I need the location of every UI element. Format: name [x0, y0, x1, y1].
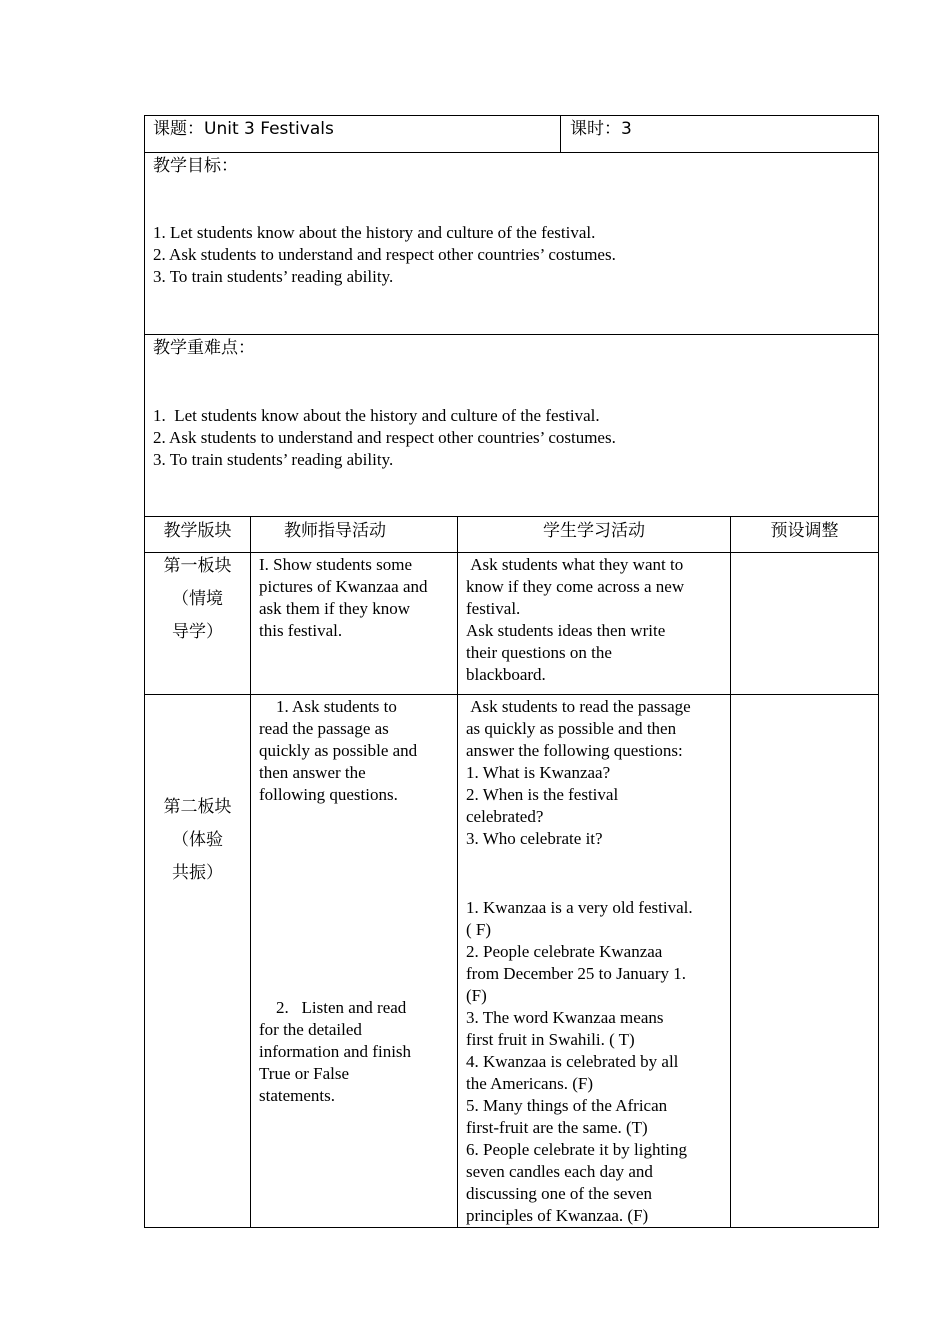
objectives-heading: 教学目标： — [153, 156, 238, 176]
column-header-student: 学生学习活动 — [543, 521, 645, 541]
objective-item: 3. To train students’ reading ability. — [153, 267, 394, 286]
key-point-item: 1. Let students know about the history and culture of the festival. — [153, 406, 600, 425]
objective-item: 1. Let students know about the history and culture of the festival. — [153, 223, 596, 242]
section1-student-activity: Ask students what they want to know if they come across a new festival. Ask students ideas then write their questions on the blackboard. — [466, 555, 685, 684]
lesson-topic: 课题：Unit 3 Festivals — [153, 119, 334, 139]
section1-teacher-activity: I. Show students some pictures of Kwanzaa and ask them if they know this festival. — [259, 555, 428, 640]
key-point-item: 3. To train students’ reading ability. — [153, 450, 394, 469]
column-header-section: 教学版块 — [163, 521, 232, 541]
key-point-item: 2. Ask students to understand and respect other countries’ costumes. — [153, 428, 616, 447]
section1-name: （情境 — [172, 589, 223, 609]
section1-name: 导学） — [172, 622, 223, 642]
lesson-period: 课时：3 — [570, 119, 632, 139]
key-points-heading: 教学重难点： — [153, 338, 255, 358]
section2-name: 第二板块 — [163, 797, 232, 817]
section2-student-activity-1: Ask students to read the passage as quickly as possible and then answer the following questions: 1. What is Kwanzaa? 2. When is the festival celebrated? 3. Who celebrate it? — [466, 697, 691, 848]
section1-name: 第一板块 — [163, 556, 232, 576]
section2-student-activity-2: 1. Kwanzaa is a very old festival. ( F) 2. People celebrate Kwanzaa from December 25 to January 1. (F) 3. The word Kwanzaa means first fruit in Swahili. ( T) 4. Kwanzaa is celebrated by all the Americans. (F) 5. Many things of the African first-fruit are the same. (T) 6. People celebrate it by lighting seven candles each day and discussing one of the seven principles of Kwanzaa. (F) — [466, 898, 693, 1225]
section2-name: （体验 — [172, 830, 223, 850]
column-header-teacher: 教师指导活动 — [284, 521, 386, 541]
section2-teacher-activity-2: 2. Listen and read for the detailed information and finish True or False statements. — [259, 998, 412, 1105]
objective-item: 2. Ask students to understand and respect other countries’ costumes. — [153, 245, 616, 264]
section2-name: 共振） — [172, 863, 223, 883]
column-header-adjustment: 预设调整 — [770, 521, 839, 541]
section2-teacher-activity-1: 1. Ask students to read the passage as quickly as possible and then answer the following questions. — [259, 697, 418, 804]
